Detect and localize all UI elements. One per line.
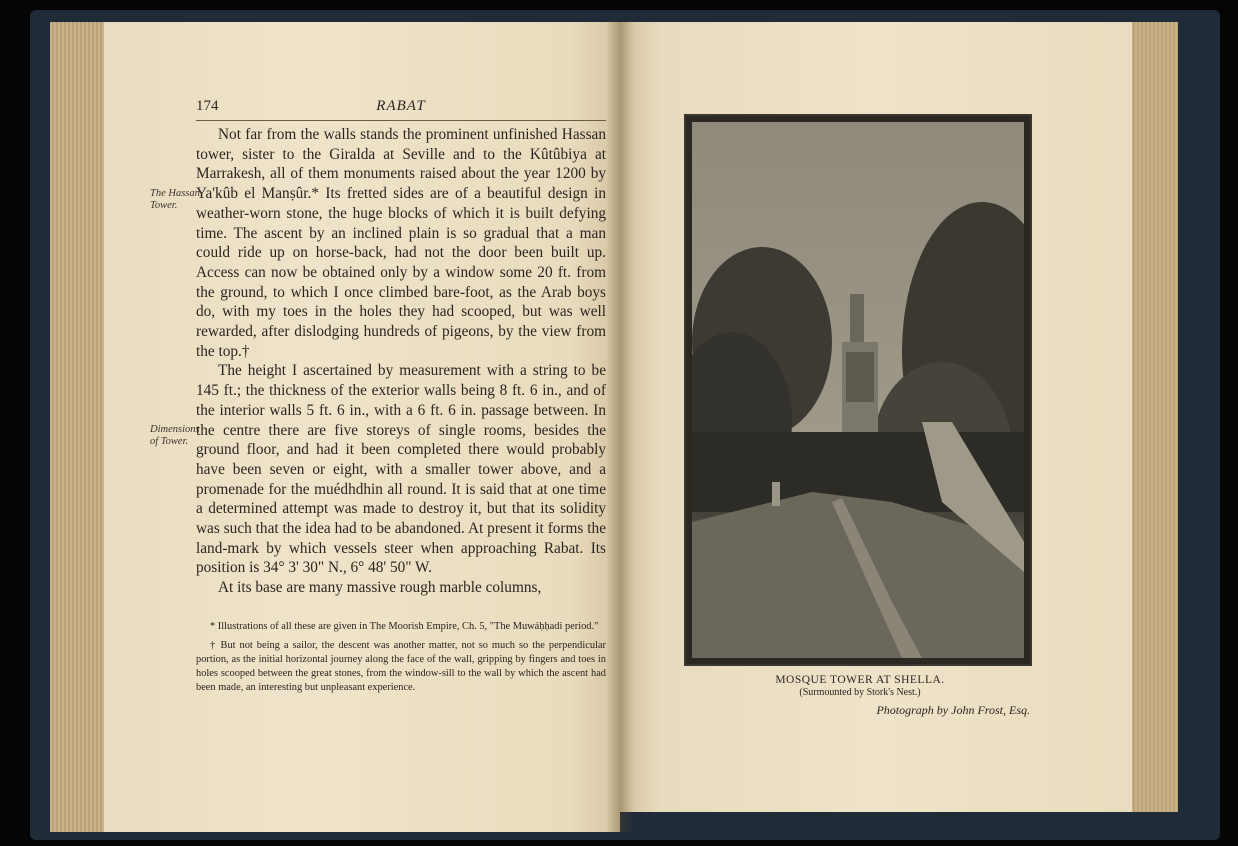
page-edges-left (50, 22, 108, 832)
paragraph-height: The height I ascertained by measurement with a string to be 145 ft.; the thickness of the exterior walls being 8 ft. 6 in., and of the interior walls 5 ft. 6 in., with a 6 ft. 6 in. passage between. In the centre there are five storeys of single rooms, besides the ground floor, and had it been completed there would probably have been seven or eight, with a smaller tower above, and a promenade for the muédhdhin all round. It is said that at one time a determined attempt was made to destroy it, but that its solidity was such that the idea had to be abandoned. At present it forms the land-mark by which vessels steer when approaching Rabat. Its position is 34° 3' 30" N., 6° 48' 50" W. (196, 362, 606, 577)
caption-subtitle: (Surmounted by Stork's Nest.) (799, 687, 921, 698)
side-note-hassan-tower: The Hassan Tower. (150, 188, 200, 211)
side-note-dimensions: Dimensions of Tower. (150, 424, 200, 447)
photo-caption (700, 674, 1020, 698)
book-gutter (606, 22, 634, 832)
photo-illustration (692, 122, 1024, 658)
running-head: RABAT (376, 98, 426, 114)
mosque-tower-photo (692, 122, 1024, 658)
footnotes (196, 620, 606, 700)
header-rule (196, 120, 606, 121)
footnote-1: * Illustrations of all these are given in The Moorish Empire, Ch. 5, "The Muwáḥḥadi period." (210, 621, 599, 632)
footnote-2: † But not being a sailor, the descent was another matter, not so much so the perpendicular portion, as the initial horizontal journey along the face of the wall, gripping by fingers and toes in holes scooped between the great stones, from the window-sill to the wall by which the ascent had been made, an interesting but unpleasant experience. (196, 640, 606, 693)
photo-frame (684, 114, 1032, 666)
photo-credit: Photograph by John Frost, Esq. (876, 703, 1030, 717)
page-number: 174 (196, 98, 219, 114)
body-text (196, 125, 606, 598)
paragraph-columns: At its base are many massive rough marble columns, (218, 579, 542, 597)
caption-title: MOSQUE TOWER AT SHELLA. (775, 674, 945, 686)
paragraph-hassan-tower: Not far from the walls stands the prominent unfinished Hassan tower, sister to the Giralda at Seville and to the Kûtûbiya at Marrakesh, all of them monuments raised about the year 1200 by Ya'kûb el Manṣûr.* Its fretted sides are of a beautiful design in weather-worn stone, the huge blocks of which it is built defying time. The ascent by an inclined plain is so gradual that a man could ride up on horse-back, had not the door been built up. Access can now be obtained only by a window some 20 ft. from the ground, to which I once climbed bare-foot, as the Arab boys do, with my toes in the holes they had scooped, but was well rewarded, after dislodging hundreds of pigeons, by the view from the top.† (196, 126, 606, 360)
page-edges-right (1128, 22, 1178, 812)
